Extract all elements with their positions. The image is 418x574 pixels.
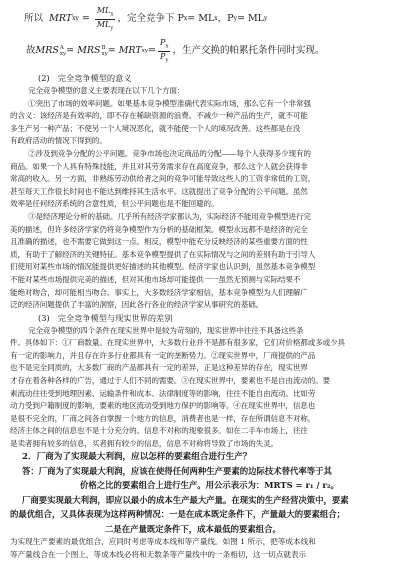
eq1-lhs: MRT xyxy=(49,13,73,25)
answer-block xyxy=(10,464,408,537)
eq1-num-sub: x xyxy=(110,11,114,18)
eq2-mid: = MRS xyxy=(66,45,101,57)
text-line: 经济主体之间的信息也不是十分充分的。信息不对称的现象很多。如在二手车市场上，往往 xyxy=(10,426,308,436)
text-line: 美的描述，但许多经济学家仍将竞争模型作为分析的基础框架。模型永远都不是经济的完全 xyxy=(10,224,308,234)
eq2-equals: = xyxy=(147,45,156,57)
text-line: 能绝对吻合，却可能相当吻合。事实上，大多数经济学家相信，基本竞争模型为人们理解广 xyxy=(10,287,308,297)
eq1-lhs-sub: xy xyxy=(72,15,79,23)
text-line: 也不是完全同质的，大多数厂商的产品都具有一定的差异，正是这种差异的存在，现实世界 xyxy=(10,363,308,373)
text-line: 件。具体如下：①厂商数量。在现实世界中，大多数行业并不是都有很多家，它们对价格都或多或少具 xyxy=(10,338,345,348)
eq2-fraction xyxy=(158,38,171,63)
text-line: ①突出了市场的效率问题。如果基本竞争模型准确代表实际市场，那么它有一个非常强 xyxy=(28,98,311,108)
eq1-equals: = xyxy=(81,13,90,25)
eq1-prefix: 所以 xyxy=(24,13,44,25)
eq1-den: ML xyxy=(96,19,111,29)
text-line: 素流动往往受到地理因素、运输条件和成本、法律制度等的影响，往往不能自由流动。比如劳 xyxy=(10,388,316,398)
eq1-fraction xyxy=(95,6,116,31)
text-line: 是很不完全的，厂商之间各自掌握一个地方的信息，消费者也是一样，存在所谓信息不对称， xyxy=(10,413,316,423)
text-line: 们使用对某些市场的情况能提供更好描述的其他模型。经济学家也认识到，虽然基本竞争模型 xyxy=(10,262,316,272)
text-line: 的含义：该经济是有效率的，即不存在稀缺资源的浪费。不减少一种产品的生产，就不可能 xyxy=(10,111,308,121)
eq2-num-sub: x xyxy=(165,43,169,50)
eq2-prefix: 故 xyxy=(26,45,36,57)
section2-heading: (2) 完全竞争模型的意义 xyxy=(38,73,132,83)
text-line: 多生产另一种产品；不使另一个人境况恶化，就不能使一个人的境况改善。这些都是在没 xyxy=(10,123,301,133)
eq2-num: P xyxy=(159,38,166,48)
eq1-den-sub: y xyxy=(110,25,114,32)
text-line: ②涉及到竞争分配的公平问题。竞争市场也决定商品的分配——每个人获得多少现有的 xyxy=(28,148,311,158)
eq1-rest-sub1: x xyxy=(183,15,188,23)
section3-body xyxy=(10,325,408,451)
eq2-suffix: ，生产交换的帕累托条件同时实现。 xyxy=(172,45,325,57)
eq1-rest-sub2: x xyxy=(214,15,218,23)
answer-line: 答：厂商为了实现最大利润，应该在使得任何两种生产要素的边际技术替代率等于其 xyxy=(22,465,332,476)
eq1-rest-py: ，P xyxy=(217,13,234,25)
text-line: 完全竞争模型的四个条件在现实世界中是较为苛刻的，现实世界中往往不具备这些条 xyxy=(28,325,304,335)
section2-body xyxy=(10,85,408,312)
text-line: 才存在着各种各样的广告，通过于人们不同的需要。③在现实世界中，要素也不是自由流动的。要 xyxy=(10,376,331,386)
eq1-rest: ，完全竞争下 P xyxy=(117,13,184,25)
eq2-sub2: xy xyxy=(101,51,108,57)
text-line: 等产量线合在一个图上，等成本线必将和无数条等产量线中的一条相切，这一切点就表示 xyxy=(10,549,307,559)
answer-line: 的最优组合，又具体表现为这样两种情况：一是在成本既定条件下，产量最大的要素组合； xyxy=(10,509,345,520)
eq1-rest-ml: = ML xyxy=(187,13,215,25)
question-2: 2．厂商为了实现最大利润，应以怎样的要素组合进行生产？ xyxy=(22,451,252,462)
text-line: 甚至每天工作很长时间也不能达到维持其生活水平。这就提出了竞争分配的公平问题。虽然 xyxy=(10,186,308,196)
eq1-num: ML xyxy=(96,6,111,16)
eq2-sub1: xy xyxy=(59,51,67,57)
answer-line: 二是在产量既定条件下，成本最低的要素组合。 xyxy=(105,523,281,534)
equation-mrt xyxy=(24,4,408,34)
text-line: 商品。如果一个人具有特殊技能，并且对其劳务需求存在高度竞争，那么这个人就会获得非 xyxy=(10,161,308,171)
text-line: 且准确的描述，也不需要它做到这一点。相反，模型中能充分反映经济的某些重要方面的性 xyxy=(10,237,308,247)
eq1-rest-sub3: y xyxy=(233,15,237,23)
eq2-sup1: A xyxy=(59,45,64,51)
text-line: 是卖者拥有较多的信息，买者拥有较少的信息，信息不对称将导致了市场的失灵。 xyxy=(10,439,278,449)
text-line: 泛的经济问题提供了丰富的洞察，因此各行各业的经济学家从事研究的基础。 xyxy=(10,300,264,310)
equation-mrs xyxy=(26,36,408,66)
eq2-den: P xyxy=(159,51,166,61)
eq1-rest-sub4: y xyxy=(263,15,268,23)
text-line: ③是经济理论分析的基础。几乎所有经济学家都认为，实际经济不能用竞争模型进行完 xyxy=(28,211,311,221)
eq2-sub3: xy xyxy=(141,47,148,54)
closing-paragraph xyxy=(10,536,408,562)
section3-heading: (3) 完全竞争模型与现实世界的差别 xyxy=(38,312,173,323)
text-line: 有一定的影响力，并且存在许多行业都具有一定的垄断势力。②现实世界中，厂商提供的产品 xyxy=(10,350,316,360)
text-line: 动力受到户籍制度的影响，要素的地区流动受到地方保护的影响等。④在现实世界中，信息也 xyxy=(10,401,316,411)
text-line: 质，有助于了解经济的关键特征。基本竞争模型提供了在实际情况与之间的差别有助于引导人 xyxy=(10,249,316,259)
eq2-sup2: B xyxy=(101,45,106,51)
answer-line: 厂商要实现最大利润，即应以最小的成本生产最大产量。在现实的生产经营决策中，要素 xyxy=(22,494,349,505)
text-line: 有政府活动的情况下得到的。 xyxy=(10,136,107,146)
eq2-den-sub: y xyxy=(165,57,169,64)
text-line: 为实现生产要素的最优组合，应同时考虑等成本线和等产量线。如图 1 所示，把等成本线和 xyxy=(10,537,316,547)
eq2-mid2: = MRT xyxy=(107,45,142,57)
text-line: 常高的收入。另一方面，非熟练劳动供给者之间的竞争可能导致这些人的工资非常低的工资， xyxy=(10,174,316,184)
eq2-mrs: MRS xyxy=(35,45,59,57)
text-line: 完全竞争模型的意义主要表现在以下几个方面： xyxy=(28,86,185,95)
text-line: 不能对某些市场提供完美的描述，但对其他市场却可能提供一一虽然无预测与实际结果不 xyxy=(10,274,301,284)
answer-line: 价格之比的要素组合上进行生产。用公示表示为：MRTS = r₁ / r₂。 xyxy=(80,480,339,491)
text-line: 效率是任何经济系统的合意性质，但公平问题也是不能回避的。 xyxy=(10,199,219,209)
eq1-rest-ml2: = ML xyxy=(236,13,264,25)
